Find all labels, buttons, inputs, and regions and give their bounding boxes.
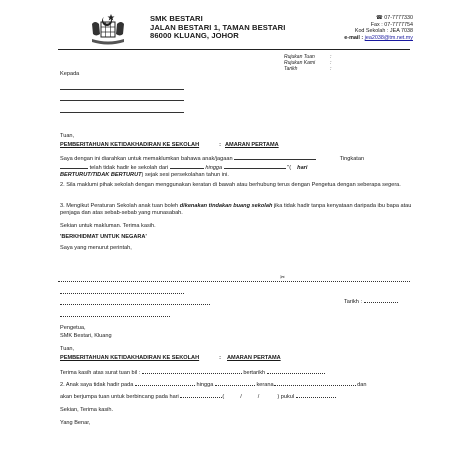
recipient-line-3: [60, 112, 184, 113]
closing-text: Sekian untuk makluman. Terima kasih.: [60, 223, 156, 229]
slip-sender-line-3: [60, 316, 170, 317]
slip-line-1: Terima kasih atas surat tuan bil : bertarikh: [60, 368, 325, 377]
paragraph-2: 2. Sila maklumi pihak sekolah dengan menggunakan keratan di bawah atau berhubung terus dengan Pengetua dengan seberapa segera.: [60, 182, 401, 188]
school-address-line1: JALAN BESTARI 1, TAMAN BESTARI: [150, 22, 286, 32]
fax-number: Fax : 07-7777754: [370, 21, 413, 28]
reference-block: [284, 54, 331, 72]
slip-sender-line-1: [60, 293, 184, 294]
slip-yang-benar: Yang Benar,: [60, 420, 91, 426]
motto: 'BERKHIDMAT UNTUK NEGARA': [60, 234, 147, 240]
subject-line: PEMBERITAHUAN KETIDAKHADIRAN KE SEKOLAH : AMARAN PERTAMA: [60, 142, 279, 148]
scissors-icon: ✂: [280, 275, 286, 281]
email-row: [344, 35, 413, 42]
ref-tuan-row: Rujukan Tuan :: [284, 54, 332, 60]
header-rule: [58, 49, 410, 50]
school-crest: [86, 12, 130, 46]
slip-signatory-title: Pengetua,: [60, 325, 86, 331]
slip-line-2: 2. Anak saya tidak hadir pada hingga kerana dan: [60, 382, 367, 388]
salutation: Tuan,: [60, 133, 75, 139]
sign-off: Saya yang menurut perintah,: [60, 245, 132, 251]
school-name: SMK BESTARI: [150, 14, 203, 23]
school-code: Kod Sekolah : JEA 7038: [354, 28, 413, 35]
slip-salutation: Tuan,: [60, 346, 75, 352]
email-label: e-mail :: [344, 34, 364, 41]
phone-number: 07-7777330: [384, 15, 413, 21]
slip-sender-line-2: [60, 304, 210, 305]
phone-row: [344, 15, 413, 22]
phone-icon: ☎: [376, 15, 385, 21]
school-address-line2: 86000 KLUANG, JOHOR: [150, 31, 239, 40]
ref-kami-row: Rujukan Kami :: [284, 60, 332, 66]
slip-line-3: akan berjumpa tuan untuk berbincang pada hari ( / / ) pukul: [60, 392, 336, 401]
slip-signatory-school: SMK Bestari, Kluang: [60, 333, 112, 339]
email-link[interactable]: jea2038@tm.net.my: [364, 34, 413, 41]
slip-closing: Sekian, Terima kasih.: [60, 407, 114, 413]
slip-subject-line: PEMBERITAHUAN KETIDAKHADIRAN KE SEKOLAH : AMARAN PERTAMA: [60, 355, 281, 361]
cut-line: [58, 281, 410, 282]
slip-date: Tarikh :: [344, 297, 398, 306]
paragraph-1: Saya dengan ini diarahkan untuk memaklumkan bahawa anak/jagaan Tingkatan telah tidak hadir ke sekolah dari hingga "( hari BERTURUT/TIDAK BERTURUT) sejak sesi persekolahan tahun ini.: [60, 156, 365, 178]
paragraph-3: 3. Mengikut Peraturan Sekolah anak tuan boleh dikenakan tindakan buang sekolah jika tidak hadir tanpa kenyataan daripada ibu bapa atau penjaga dan atas sebab-sebab yang munasabah.: [60, 203, 412, 216]
recipient-line-1: [60, 89, 184, 90]
ref-tarikh-row: Tarikh :: [284, 66, 332, 72]
contact-block: [344, 15, 413, 41]
recipient-label: Kepada: [60, 71, 80, 77]
recipient-line-2: [60, 100, 184, 101]
